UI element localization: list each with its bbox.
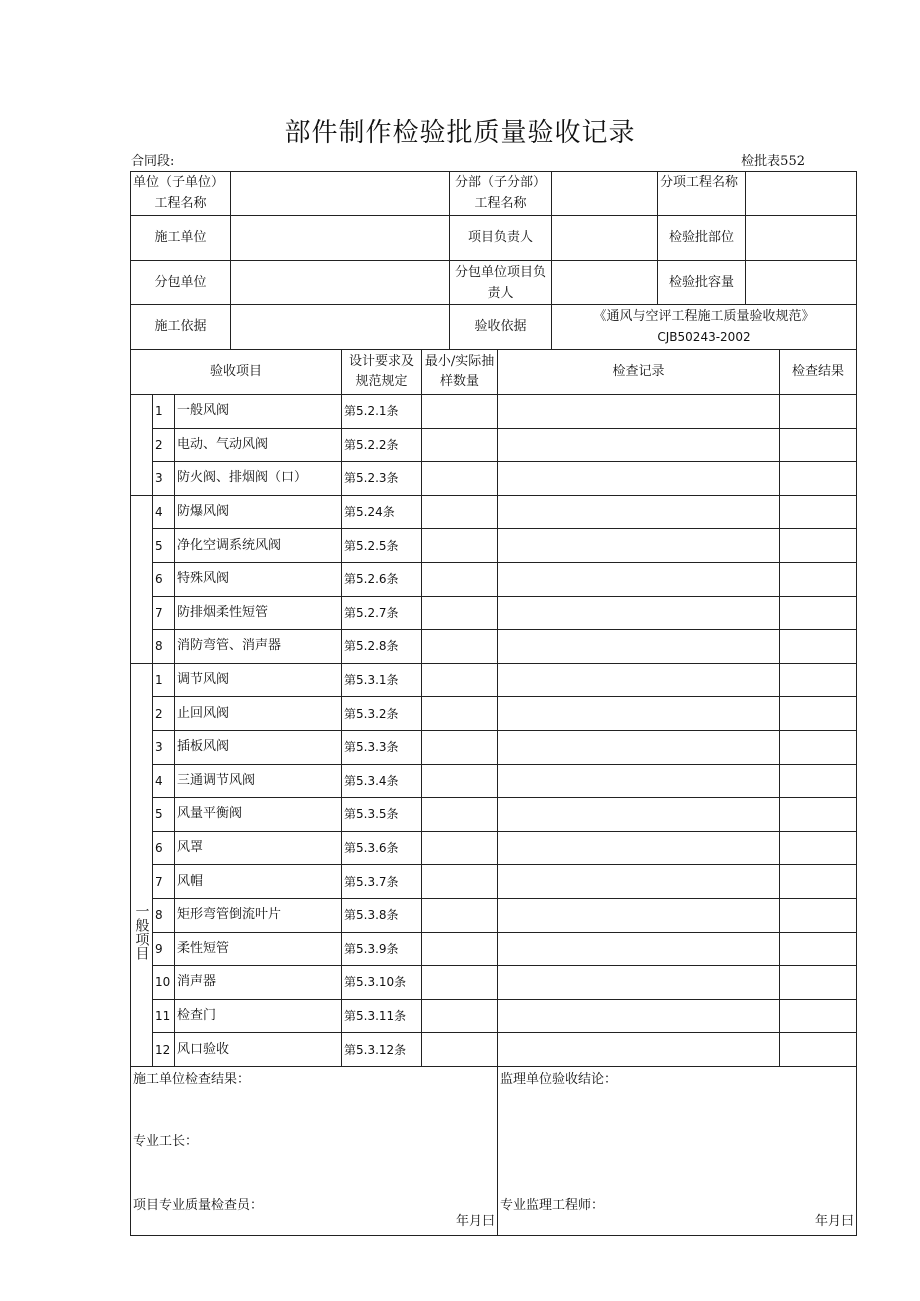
row-record[interactable]: [498, 898, 780, 932]
row-sample[interactable]: [422, 966, 498, 1000]
acceptance-basis-label: 验收依据: [450, 305, 552, 350]
table-row: [131, 697, 857, 731]
row-result[interactable]: [780, 999, 857, 1033]
row-number: 10: [153, 966, 175, 1000]
row-sample[interactable]: [422, 697, 498, 731]
row-sample[interactable]: [422, 764, 498, 798]
row-number: 1: [153, 395, 175, 429]
row-result[interactable]: [780, 764, 857, 798]
row-result[interactable]: [780, 865, 857, 899]
row-record[interactable]: [498, 1033, 780, 1067]
row-number: 1: [153, 663, 175, 697]
header-table: [130, 171, 857, 350]
item-name-value[interactable]: [746, 172, 857, 216]
item-name-label: 分项工程名称: [658, 172, 746, 216]
row-sample[interactable]: [422, 831, 498, 865]
column-sample: 最小/实际抽 样数量: [422, 350, 498, 395]
row-number: 2: [153, 428, 175, 462]
row-number: 4: [153, 764, 175, 798]
row-sample[interactable]: [422, 596, 498, 630]
table-row: [131, 999, 857, 1033]
row-number: 7: [153, 865, 175, 899]
group-cell: [131, 395, 153, 496]
batch-location-label: 检验批部位: [658, 216, 746, 261]
batch-location-value[interactable]: [746, 216, 857, 261]
form-number: 检批表552: [741, 154, 805, 169]
table-row: [131, 865, 857, 899]
column-item: 验收项目: [131, 350, 342, 395]
general-items-label: 一般项目: [133, 903, 150, 960]
supervision-conclusion-label: 监理单位验收结论：: [500, 1071, 618, 1087]
table-row: [131, 630, 857, 664]
row-sample[interactable]: [422, 462, 498, 496]
row-result[interactable]: [780, 562, 857, 596]
row-record[interactable]: [498, 730, 780, 764]
inspection-rows: [131, 395, 857, 1067]
table-row: [131, 764, 857, 798]
table-row: [131, 798, 857, 832]
table-row: [131, 428, 857, 462]
row-clause: 第5.3.12条: [342, 1033, 422, 1067]
row-sample[interactable]: [422, 562, 498, 596]
row-number: 5: [153, 798, 175, 832]
row-number: 6: [153, 831, 175, 865]
sub-division-label: 分部（子分部） 工程名称: [450, 172, 552, 216]
row-result[interactable]: [780, 1033, 857, 1067]
row-record[interactable]: [498, 999, 780, 1033]
row-record[interactable]: [498, 764, 780, 798]
row-record[interactable]: [498, 462, 780, 496]
row-clause: 第5.2.2条: [342, 428, 422, 462]
table-row: [131, 898, 857, 932]
row-result[interactable]: [780, 428, 857, 462]
group-cell: [131, 495, 153, 663]
row-clause: 第5.3.3条: [342, 730, 422, 764]
table-row: [131, 395, 857, 429]
group-cell: [131, 663, 153, 1066]
row-number: 3: [153, 730, 175, 764]
row-record[interactable]: [498, 932, 780, 966]
row-clause: 第5.3.1条: [342, 663, 422, 697]
row-clause: 第5.3.4条: [342, 764, 422, 798]
unit-name-label: 单位（子单位） 工程名称: [131, 172, 231, 216]
row-sample[interactable]: [422, 932, 498, 966]
row-record[interactable]: [498, 562, 780, 596]
row-name: 电动、气动风阀: [175, 428, 342, 462]
sub-manager-value[interactable]: [552, 261, 658, 305]
row-name: 风口验收: [175, 1033, 342, 1067]
inspection-table: [130, 349, 857, 1236]
row-number: 8: [153, 630, 175, 664]
table-row: [131, 462, 857, 496]
row-name: 矩形弯管倒流叶片: [175, 898, 342, 932]
row-clause: 第5.3.9条: [342, 932, 422, 966]
row-result[interactable]: [780, 966, 857, 1000]
row-number: 5: [153, 529, 175, 563]
sub-division-value[interactable]: [552, 172, 658, 216]
row-name: 消防弯管、消声器: [175, 630, 342, 664]
construction-basis-label: 施工依据: [131, 305, 231, 350]
column-result: 检查结果: [780, 350, 857, 395]
row-name: 一般风阀: [175, 395, 342, 429]
table-row: [131, 562, 857, 596]
row-name: 柔性短管: [175, 932, 342, 966]
row-record[interactable]: [498, 428, 780, 462]
row-number: 4: [153, 495, 175, 529]
engineer-label: 专业监理工程师：: [500, 1197, 605, 1213]
row-clause: 第5.24条: [342, 495, 422, 529]
row-number: 12: [153, 1033, 175, 1067]
row-name: 风帽: [175, 865, 342, 899]
row-sample[interactable]: [422, 428, 498, 462]
row-number: 9: [153, 932, 175, 966]
row-result[interactable]: [780, 932, 857, 966]
row-result[interactable]: [780, 697, 857, 731]
sub-contractor-value[interactable]: [231, 261, 450, 305]
construction-result-label: 施工单位检查结果：: [133, 1071, 251, 1087]
row-sample[interactable]: [422, 663, 498, 697]
row-name: 特殊风阀: [175, 562, 342, 596]
row-name: 三通调节风阀: [175, 764, 342, 798]
row-sample[interactable]: [422, 630, 498, 664]
row-result[interactable]: [780, 529, 857, 563]
batch-capacity-value[interactable]: [746, 261, 857, 305]
row-name: 调节风阀: [175, 663, 342, 697]
row-record[interactable]: [498, 596, 780, 630]
table-row: [131, 1033, 857, 1067]
batch-capacity-label: 检验批容量: [658, 261, 746, 305]
row-clause: 第5.2.7条: [342, 596, 422, 630]
row-result[interactable]: [780, 630, 857, 664]
project-manager-label: 项目负责人: [450, 216, 552, 261]
table-row: [131, 663, 857, 697]
column-record: 检查记录: [498, 350, 780, 395]
date-left: 年月曰: [456, 1213, 496, 1229]
row-record[interactable]: [498, 798, 780, 832]
acceptance-basis-value: 《通风与空评工程施工质量验收规范》 CJB50243-2002: [552, 305, 857, 350]
row-clause: 第5.2.8条: [342, 630, 422, 664]
row-number: 7: [153, 596, 175, 630]
row-clause: 第5.3.7条: [342, 865, 422, 899]
row-name: 风量平衡阀: [175, 798, 342, 832]
row-number: 11: [153, 999, 175, 1033]
page-title: 部件制作检验批质量验收记录: [284, 118, 636, 148]
row-record[interactable]: [498, 663, 780, 697]
row-result[interactable]: [780, 495, 857, 529]
row-number: 6: [153, 562, 175, 596]
row-clause: 第5.2.5条: [342, 529, 422, 563]
row-record[interactable]: [498, 529, 780, 563]
construction-unit-label: 施工单位: [131, 216, 231, 261]
row-name: 消声器: [175, 966, 342, 1000]
row-clause: 第5.3.8条: [342, 898, 422, 932]
row-record[interactable]: [498, 831, 780, 865]
construction-basis-value[interactable]: [231, 305, 450, 350]
row-name: 净化空调系统风阀: [175, 529, 342, 563]
row-result[interactable]: [780, 596, 857, 630]
row-result[interactable]: [780, 798, 857, 832]
table-row: [131, 529, 857, 563]
row-name: 防火阀、排烟阀（口）: [175, 462, 342, 496]
inspector-label: 项目专业质量检查员：: [133, 1197, 264, 1213]
row-sample[interactable]: [422, 730, 498, 764]
row-clause: 第5.2.1条: [342, 395, 422, 429]
row-name: 止回风阀: [175, 697, 342, 731]
row-result[interactable]: [780, 395, 857, 429]
row-clause: 第5.2.3条: [342, 462, 422, 496]
table-row: [131, 966, 857, 1000]
construction-unit-value[interactable]: [231, 216, 450, 261]
row-record[interactable]: [498, 865, 780, 899]
row-record[interactable]: [498, 495, 780, 529]
foreman-label: 专业工长：: [133, 1133, 199, 1149]
project-manager-value[interactable]: [552, 216, 658, 261]
row-record[interactable]: [498, 697, 780, 731]
table-row: [131, 495, 857, 529]
table-row: [131, 596, 857, 630]
sub-contractor-label: 分包单位: [131, 261, 231, 305]
row-sample[interactable]: [422, 495, 498, 529]
row-result[interactable]: [780, 462, 857, 496]
column-design: 设计要求及 规范规定: [342, 350, 422, 395]
row-result[interactable]: [780, 663, 857, 697]
row-clause: 第5.2.6条: [342, 562, 422, 596]
row-sample[interactable]: [422, 898, 498, 932]
row-record[interactable]: [498, 966, 780, 1000]
date-right: 年月曰: [815, 1213, 855, 1229]
row-sample[interactable]: [422, 1033, 498, 1067]
contract-label: 合同段:: [131, 154, 175, 169]
unit-name-value[interactable]: [231, 172, 450, 216]
table-row: [131, 932, 857, 966]
row-number: 3: [153, 462, 175, 496]
row-name: 防爆风阀: [175, 495, 342, 529]
row-clause: 第5.3.11条: [342, 999, 422, 1033]
row-sample[interactable]: [422, 798, 498, 832]
row-clause: 第5.3.6条: [342, 831, 422, 865]
sub-manager-label: 分包单位项目负 责人: [450, 261, 552, 305]
row-record[interactable]: [498, 630, 780, 664]
row-clause: 第5.3.2条: [342, 697, 422, 731]
row-number: 8: [153, 898, 175, 932]
table-row: [131, 730, 857, 764]
row-clause: 第5.3.5条: [342, 798, 422, 832]
row-name: 风罩: [175, 831, 342, 865]
row-result[interactable]: [780, 831, 857, 865]
row-sample[interactable]: [422, 395, 498, 429]
supervision-cell: [498, 1066, 857, 1235]
row-name: 检查门: [175, 999, 342, 1033]
row-sample[interactable]: [422, 865, 498, 899]
row-result[interactable]: [780, 730, 857, 764]
row-sample[interactable]: [422, 999, 498, 1033]
row-number: 2: [153, 697, 175, 731]
row-result[interactable]: [780, 898, 857, 932]
row-name: 插板风阀: [175, 730, 342, 764]
row-record[interactable]: [498, 395, 780, 429]
table-row: [131, 831, 857, 865]
row-clause: 第5.3.10条: [342, 966, 422, 1000]
row-name: 防排烟柔性短管: [175, 596, 342, 630]
construction-result-cell: [131, 1066, 498, 1235]
row-sample[interactable]: [422, 529, 498, 563]
